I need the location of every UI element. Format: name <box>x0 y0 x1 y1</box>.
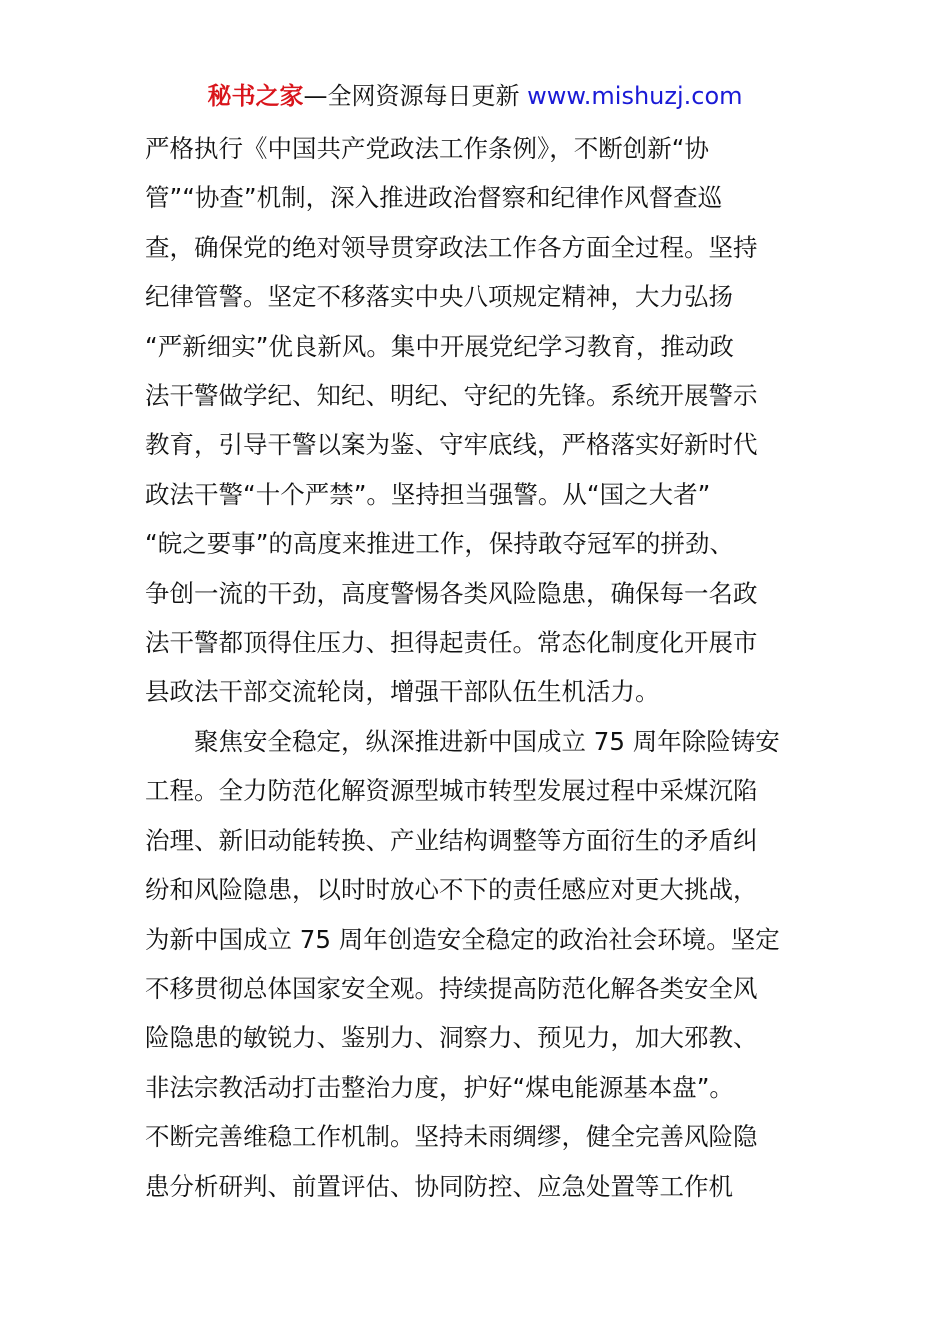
text-line: 患分析研判、前置评估、协同防控、应急处置等工作机 <box>145 1171 733 1201</box>
document-body <box>145 124 810 1211</box>
text-line: 严格执行《中国共产党政法工作条例》，不断创新“协 <box>145 134 709 163</box>
text-line: 聚焦安全稳定，纵深推进新中国成立 75 周年除险铸安 <box>194 726 780 756</box>
text-line: 工程。全力防范化解资源型城市转型发展过程中采煤沉陷 <box>145 776 758 806</box>
text-line: 教育，引导干警以案为鉴、守牢底线，严格落实好新时代 <box>145 430 758 460</box>
text-line: 政法干警“十个严禁”。坚持担当强警。从“国之大者” <box>145 479 711 509</box>
text-line: 治理、新旧动能转换、产业结构调整等方面衍生的矛盾纠 <box>145 825 758 855</box>
text-line: 不移贯彻总体国家安全观。持续提高防范化解各类安全风 <box>145 973 758 1003</box>
text-line: 险隐患的敏锐力、鉴别力、洞察力、预见力，加大邪教、 <box>145 1023 758 1053</box>
text-line: 管”“协查”机制，深入推进政治督察和纪律作风督查巡 <box>145 183 723 213</box>
text-line: 不断完善维稳工作机制。坚持未雨绸缪，健全完善风险隐 <box>145 1122 758 1152</box>
brand-name: 秘书之家 <box>207 82 304 110</box>
text-line: 法干警都顶得住压力、担得起责任。常态化制度化开展市 <box>145 628 758 658</box>
text-line: 争创一流的干劲，高度警惕各类风险隐患，确保每一名政 <box>145 578 758 608</box>
text-line: 查，确保党的绝对领导贯穿政法工作各方面全过程。坚持 <box>145 232 758 262</box>
text-line: 为新中国成立 75 周年创造安全稳定的政治社会环境。坚定 <box>145 924 780 954</box>
text-line: 非法宗教活动打击整治力度，护好“煤电能源基本盘”。 <box>145 1072 734 1102</box>
site-url-link[interactable]: www.mishuzj.com <box>527 82 743 110</box>
text-line: 纷和风险隐患，以时时放心不下的责任感应对更大挑战， <box>145 875 758 905</box>
paragraph-2 <box>145 717 810 1211</box>
text-line: “严新细实”优良新风。集中开展党纪学习教育，推动政 <box>145 331 734 361</box>
site-tagline: —全网资源每日更新 <box>303 82 528 110</box>
text-line: 县政法干部交流轮岗，增强干部队伍生机活力。 <box>145 677 660 707</box>
text-line: 纪律管警。坚定不移落实中央八项规定精神，大力弘扬 <box>145 282 733 312</box>
text-line: “皖之要事”的高度来推进工作，保持敢夺冠军的拼劲、 <box>145 529 734 559</box>
text-line: 法干警做学纪、知纪、明纪、守纪的先锋。系统开展警示 <box>145 381 758 411</box>
paragraph-1 <box>145 124 810 717</box>
site-header <box>0 78 950 114</box>
